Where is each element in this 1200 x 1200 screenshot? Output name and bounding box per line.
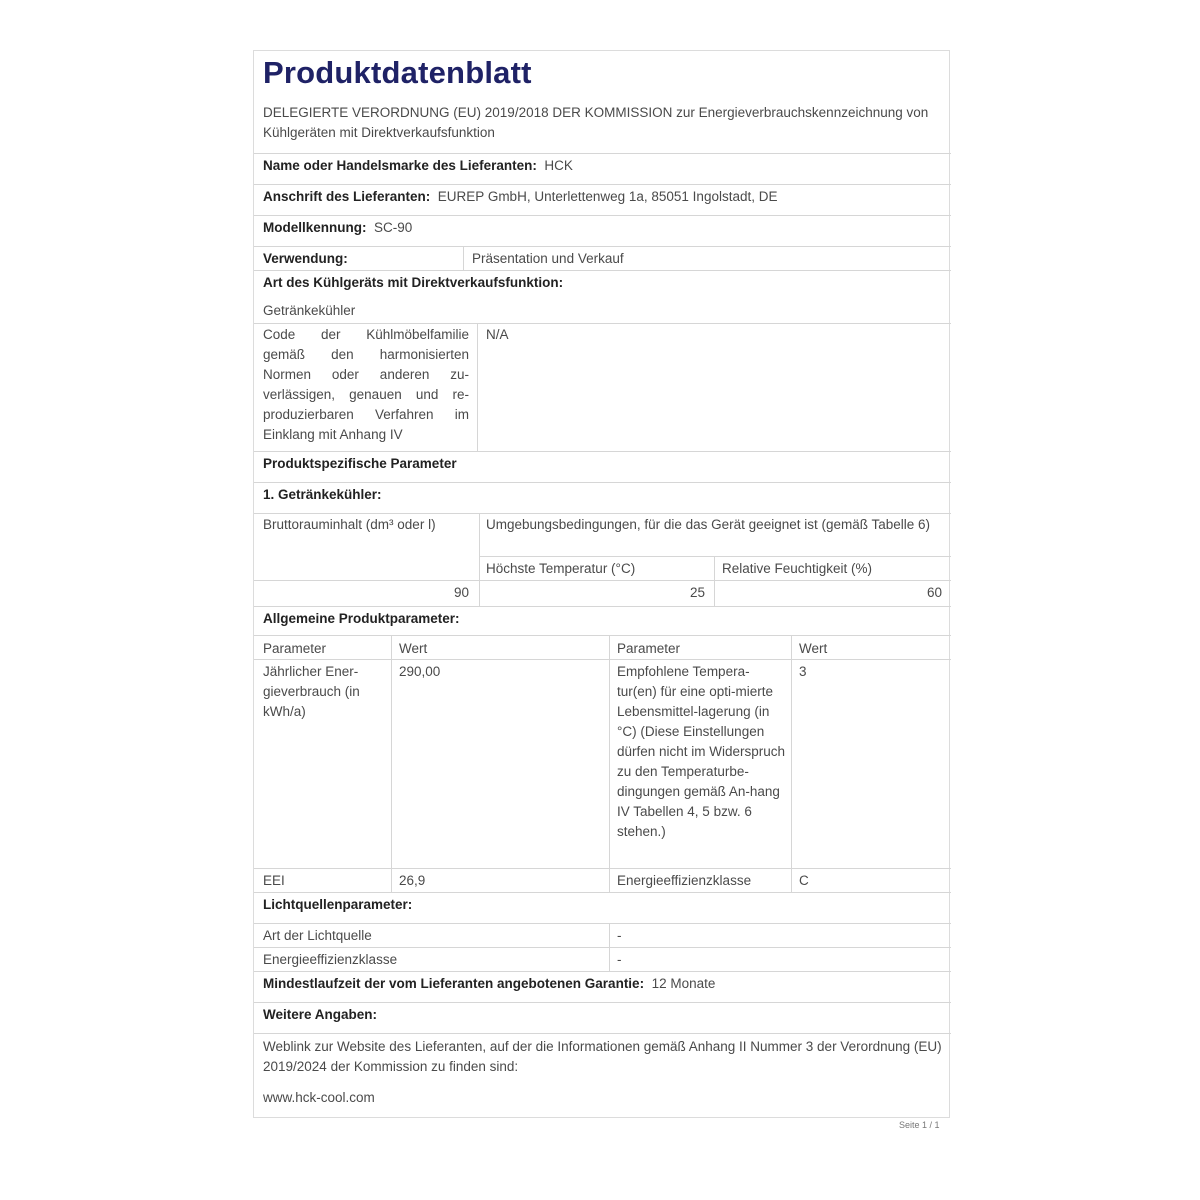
family-code-label: Code der Kühlmöbelfamilie gemäß den harmonisierten Normen oder anderen zu-verlässigen, genauen und re-produzierbaren Verfahren im Einklang mit Anhang IV (263, 327, 469, 442)
divider (254, 923, 951, 924)
product-params-heading: Produktspezifische Parameter (263, 456, 457, 471)
supplier-address-label: Anschrift des Lieferanten: (263, 189, 431, 204)
light-source-heading: Lichtquellenparameter: (263, 897, 413, 912)
recommended-temperature-value: 3 (799, 664, 807, 679)
page-number: Seite 1 / 1 (899, 1120, 940, 1130)
further-info-heading: Weitere Angaben: (263, 1007, 378, 1022)
column-divider (479, 513, 480, 606)
ambient-label: Umgebungsbedingungen, für die das Gerät geeignet ist (gemäß Tabelle 6) (486, 517, 931, 532)
recommended-temperature-label: Empfohlene Tempera-tur(en) für eine opti-mierte Lebensmittel-lagerung (in °C) (Diese Einstellungen dürfen nicht im Widerspruch zu den Temperaturbe-dingungen gemäß An-hang IV Tabellen 4, 5 bzw. 6 stehen.) (617, 664, 786, 839)
column-divider (609, 635, 610, 892)
general-params-heading: Allgemeine Produktparameter: (263, 611, 460, 626)
device-type-label: Art des Kühlgeräts mit Direktverkaufsfunktion: (263, 275, 564, 290)
eei-label: EEI (263, 873, 285, 888)
model-row (263, 218, 412, 238)
supplier-name-label: Name oder Handelsmarke des Lieferanten: (263, 158, 537, 173)
divider (254, 482, 951, 483)
family-code-value: N/A (486, 327, 509, 342)
column-divider (791, 635, 792, 892)
divider (254, 513, 951, 514)
regulation-intro: DELEGIERTE VERORDNUNG (EU) 2019/2018 DER KOMMISSION zur Energieverbrauchskennzeichnung von Kühlgeräten mit Direktverkaufsfunktion (263, 105, 929, 140)
eei-value: 26,9 (399, 873, 426, 888)
divider (254, 947, 951, 948)
volume-label: Bruttorauminhalt (dm³ oder l) (263, 517, 436, 532)
divider (254, 606, 951, 607)
divider (254, 323, 951, 324)
column-divider (391, 635, 392, 892)
device-type-value: Getränkekühler (263, 303, 356, 318)
divider (254, 659, 951, 660)
light-source-type-value: - (617, 928, 622, 943)
divider (254, 153, 951, 154)
divider (254, 215, 951, 216)
divider (254, 1033, 951, 1034)
col-header-parameter: Parameter (263, 641, 327, 656)
energy-class-value: C (799, 873, 809, 888)
weblink-url[interactable]: www.hck-cool.com (263, 1090, 375, 1105)
warranty-row (263, 974, 715, 994)
col-header-value: Wert (799, 641, 828, 656)
col-header-value: Wert (399, 641, 428, 656)
annual-energy-label: Jährlicher Ener-gieverbrauch (in kWh/a) (263, 664, 360, 719)
supplier-name-value: HCK (544, 158, 573, 173)
column-divider (714, 556, 715, 606)
model-label: Modellkennung: (263, 220, 367, 235)
divider (479, 556, 951, 557)
column-divider (477, 323, 478, 451)
divider (254, 580, 951, 581)
annual-energy-value: 290,00 (399, 664, 441, 679)
divider (254, 270, 951, 271)
light-source-type-label: Art der Lichtquelle (263, 928, 372, 943)
model-value: SC-90 (374, 220, 413, 235)
col-header-parameter: Parameter (617, 641, 681, 656)
humidity-label: Relative Feuchtigkeit (%) (722, 561, 873, 576)
column-divider (463, 246, 464, 270)
weblink-description: Weblink zur Website des Lieferanten, auf der die Informationen gemäß Anhang II Nummer 3 der Verordnung (EU) 2019/2024 der Kommission zu finden sind: (263, 1039, 942, 1074)
warranty-label: Mindestlaufzeit der vom Lieferanten angebotenen Garantie: (263, 976, 645, 991)
supplier-address-value: EUREP GmbH, Unterlettenweg 1a, 85051 Ingolstadt, DE (437, 189, 778, 204)
volume-value: 90 (453, 585, 469, 600)
divider (254, 184, 951, 185)
supplier-name-row (263, 156, 573, 176)
max-temperature-value: 25 (689, 585, 705, 600)
cooler-heading: 1. Getränkekühler: (263, 487, 382, 502)
page-title: Produktdatenblatt (263, 55, 532, 90)
divider (254, 892, 951, 893)
column-divider (609, 923, 610, 971)
divider (254, 971, 951, 972)
max-temperature-label: Höchste Temperatur (°C) (486, 561, 636, 576)
supplier-address-row (263, 187, 777, 207)
energy-class-label: Energieeffizienzklasse (617, 873, 752, 888)
usage-value: Präsentation und Verkauf (472, 251, 624, 266)
humidity-value: 60 (926, 585, 942, 600)
product-data-sheet (253, 50, 950, 1118)
warranty-value: 12 Monate (651, 976, 716, 991)
divider (254, 1002, 951, 1003)
divider (254, 868, 951, 869)
light-energy-class-value: - (617, 952, 622, 967)
usage-label: Verwendung: (263, 251, 348, 266)
divider (254, 246, 951, 247)
divider (254, 635, 951, 636)
light-energy-class-label: Energieeffizienzklasse (263, 952, 398, 967)
divider (254, 451, 951, 452)
